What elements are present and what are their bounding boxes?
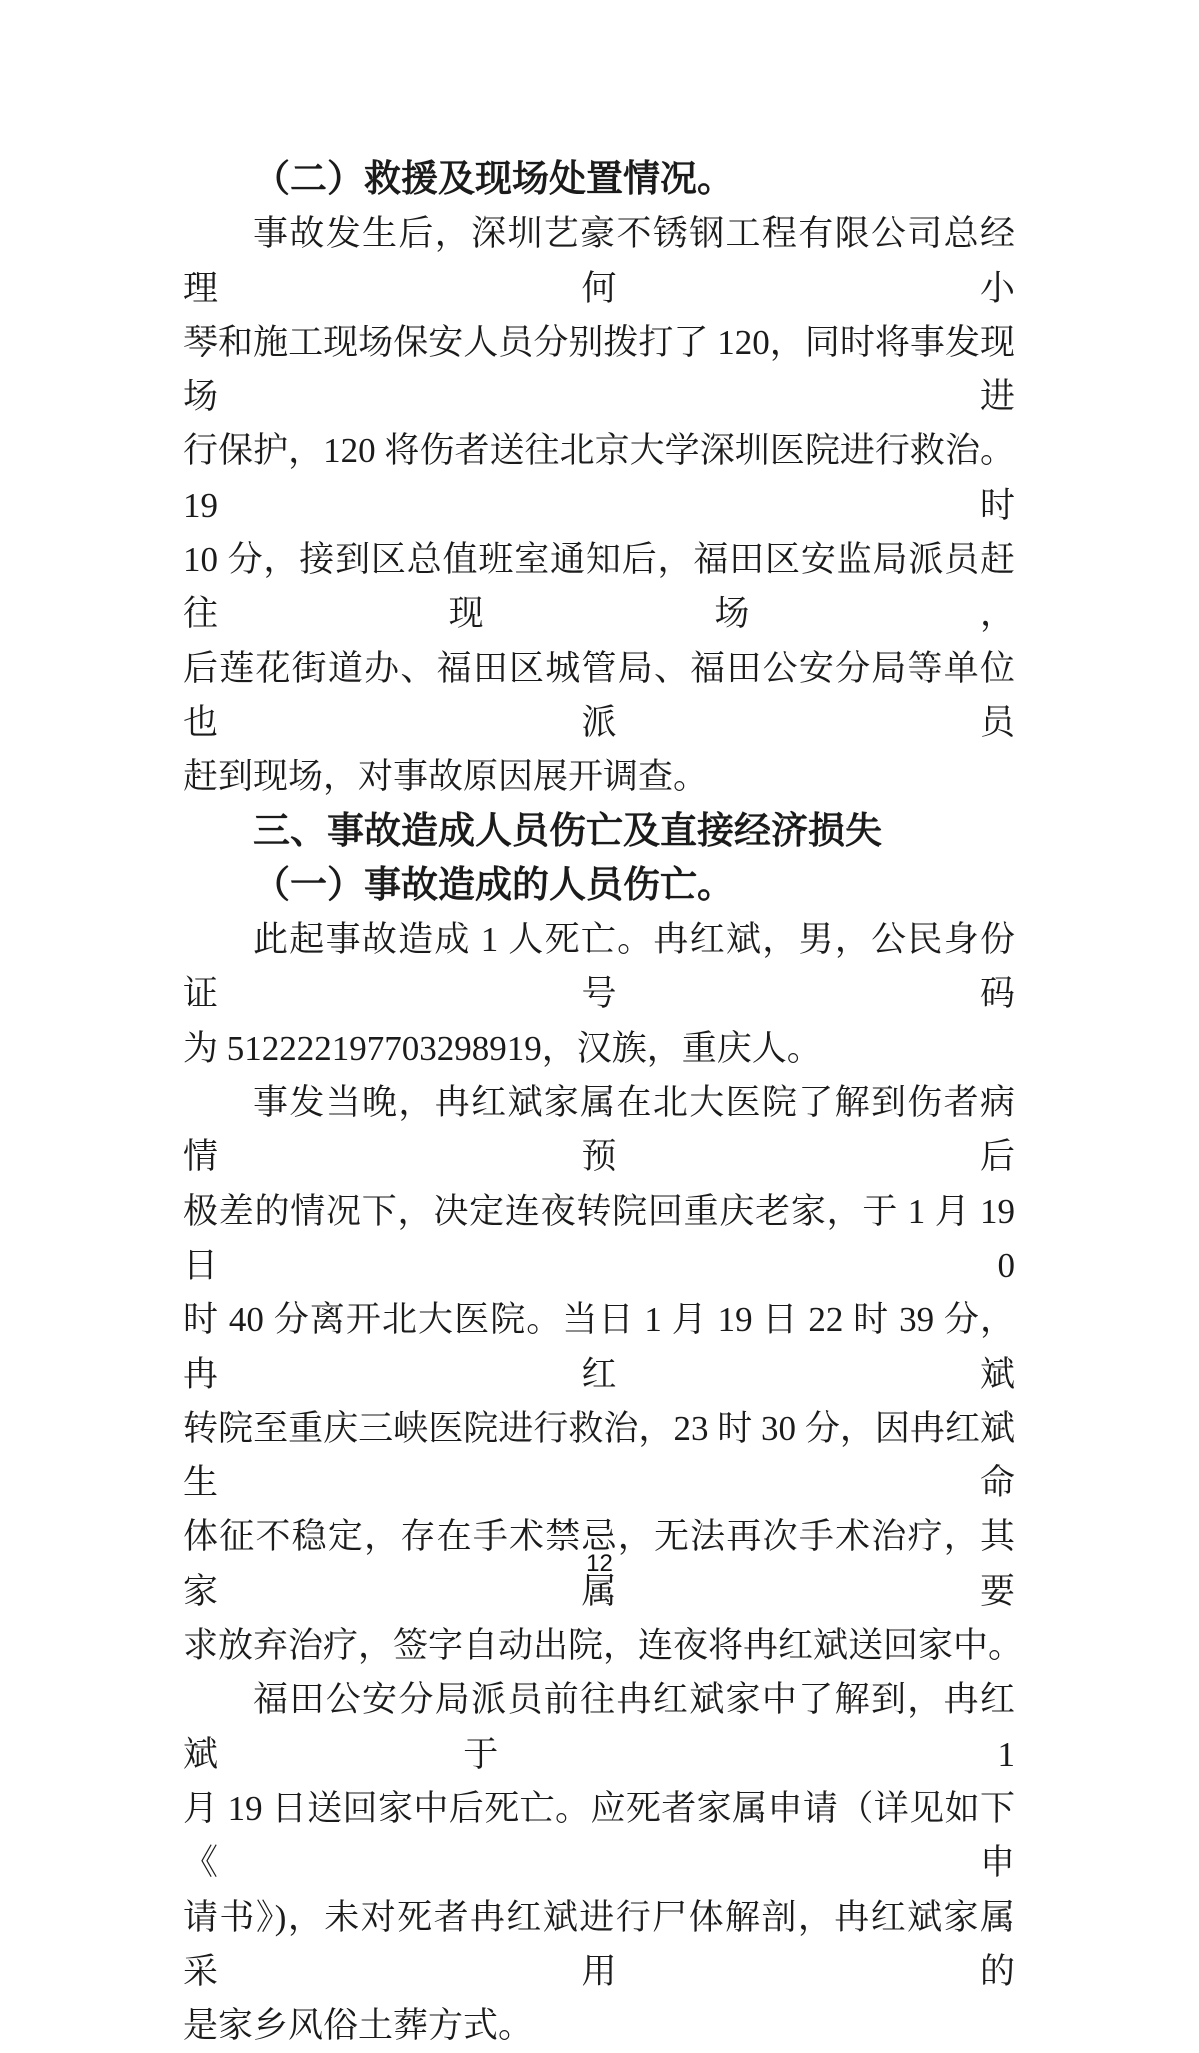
paragraph-line: 后莲花街道办、福田区城管局、福田公安分局等单位也派员: [183, 648, 1015, 742]
paragraph-victim-identity: [183, 913, 1015, 1076]
paragraph-line: 行保护，120 将伤者送往北京大学深圳医院进行救治。19 时: [183, 431, 1015, 525]
paragraph-line: 此起事故造成 1 人死亡。冉红斌，男，公民身份证号码: [183, 920, 1015, 1014]
paragraph-line: 月 19 日送回家中后死亡。应死者家属申请（详见如下《申: [183, 1788, 1015, 1883]
paragraph-rescue-details: [183, 207, 1015, 804]
paragraph-transfer-hospital: [183, 1076, 1024, 1673]
paragraph-line: 极差的情况下，决定连夜转院回重庆老家，于 1 月 19 日 0: [183, 1191, 1015, 1285]
paragraph-line: 福田公安分局派员前往冉红斌家中了解到，冉红斌于 1: [183, 1680, 1015, 1774]
heading-text: 三、事故造成人员伤亡及直接经济损失: [253, 810, 882, 852]
paragraph-death-burial: [183, 1673, 1015, 2053]
paragraph-line: 10 分，接到区总值班室通知后，福田区安监局派员赶往现场，: [183, 540, 1015, 634]
page-number: 12: [586, 1550, 613, 1577]
paragraph-line: 事故发生后，深圳艺豪不锈钢工程有限公司总经理何小: [183, 214, 1015, 308]
section-heading-rescue: [183, 153, 1015, 207]
heading-text: （一）事故造成的人员伤亡。: [253, 864, 734, 906]
section-heading-casualties-losses: [183, 805, 1015, 859]
paragraph-line: 琴和施工现场保安人员分别拨打了 120，同时将事发现场进: [183, 322, 1015, 417]
paragraph-line: 转院至重庆三峡医院进行救治，23 时 30 分，因冉红斌生命: [183, 1408, 1015, 1503]
paragraph-line: 时 40 分离开北大医院。当日 1 月 19 日 22 时 39 分，冉红斌: [183, 1300, 1015, 1394]
paragraph-line: 赶到现场，对事故原因展开调查。: [183, 757, 709, 797]
paragraph-line: 是家乡风俗土葬方式。: [183, 2006, 534, 2046]
paragraph-line: 体征不稳定，存在手术禁忌，无法再次手术治疗，其家属要: [183, 1517, 1015, 1611]
heading-text: （二）救援及现场处置情况。: [253, 159, 734, 200]
paragraph-line: 请书》)，未对死者冉红斌进行尸体解剖，冉红斌家属采用的: [183, 1897, 1015, 1991]
document-body: [183, 153, 1024, 2053]
paragraph-line: 求放弃治疗，签字自动出院，连夜将冉红斌送回家中。: [183, 1626, 1024, 1666]
section-heading-casualties: [183, 859, 1015, 913]
paragraph-line: 事发当晚，冉红斌家属在北大医院了解到伤者病情预后: [183, 1083, 1015, 1177]
paragraph-line: 为 512222197703298919，汉族，重庆人。: [183, 1028, 822, 1068]
